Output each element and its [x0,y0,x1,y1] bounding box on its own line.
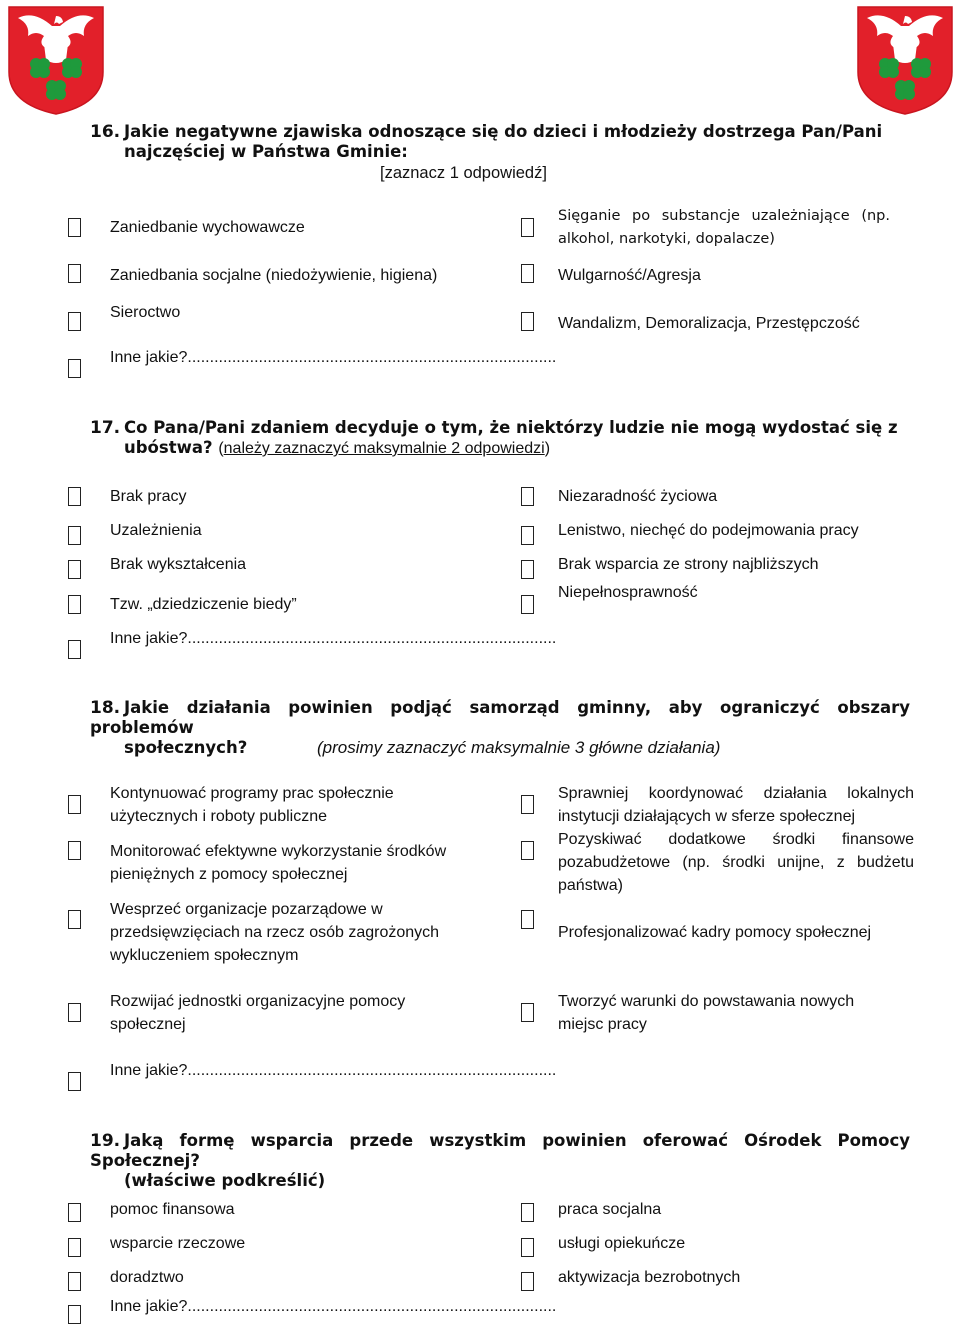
q17-checkbox-9[interactable] [68,640,81,659]
q16-title-line1: Jakie negatywne zjawiska odnoszące się do dzieci i młodzieży dostrzega Pan/Pani [124,122,883,141]
q18-checkbox-9[interactable] [68,1072,81,1091]
q16-option-1: Zaniedbanie wychowawcze [110,219,305,236]
q16-checkbox-2[interactable] [521,218,534,237]
q19-option-7: Inne jakie?................................................................................... [110,1298,557,1315]
q16-number: 16. [90,122,121,142]
q18-checkbox-6[interactable] [521,910,534,929]
q17-title-line1: Co Pana/Pani zdaniem decyduje o tym, że niektórzy ludzie nie mogą wydostać się z [124,418,898,437]
q17-option-7: Tzw. „dziedziczenie biedy” [110,596,297,613]
q18-option-2: Sprawniej koordynować działania lokalnych instytucji działających w sferze społecznej [558,785,914,825]
q19-option-6: aktywizacja bezrobotnych [558,1269,741,1286]
q19-option-5: doradztwo [110,1269,184,1286]
q18-checkbox-7[interactable] [68,1003,81,1022]
q19-checkbox-4[interactable] [521,1238,534,1257]
q16-option-2: Sięganie po substancje uzależniające (np. alkohol, narkotyki, dopalacze) [558,208,890,247]
q18-checkbox-1[interactable] [68,795,81,814]
q19-title-line1: Jaką formę wsparcia przede wszystkim powinien oferować Ośrodek Pomocy Społecznej? [90,1131,910,1170]
q16-option-7: Inne jakie?................................................................................... [110,349,557,366]
q19-option-2: praca socjalna [558,1201,662,1218]
q17-checkbox-3[interactable] [68,526,81,545]
q17-option-5: Brak wykształcenia [110,556,247,573]
q17-checkbox-8[interactable] [521,595,534,614]
q18-title-line2: społecznych? [124,738,248,757]
q16-option-4: Wulgarność/Agresja [558,267,701,284]
q17-option-3: Uzależnienia [110,522,202,539]
q16-checkbox-4[interactable] [521,264,534,283]
q18-number: 18. [90,698,121,718]
q19-option-1: pomoc finansowa [110,1201,235,1218]
q16-checkbox-3[interactable] [68,264,81,283]
q17-option-2: Niezaradność życiowa [558,488,718,505]
q16-checkbox-6[interactable] [521,312,534,331]
q16-option-3: Zaniedbania socjalne (niedożywienie, higiena) [110,267,438,284]
q17-option-1: Brak pracy [110,488,187,505]
q17-checkbox-5[interactable] [68,560,81,579]
q17-note-close: ) [544,440,551,457]
q16-checkbox-1[interactable] [68,218,81,237]
q19-checkbox-2[interactable] [521,1203,534,1222]
q18-option-9: Inne jakie?................................................................................... [110,1062,557,1079]
q17-checkbox-1[interactable] [68,487,81,506]
q18-option-3: Monitorować efektywne wykorzystanie środków pieniężnych z pomocy społecznej [110,843,447,883]
q18-option-7: Rozwijać jednostki organizacyjne pomocy społecznej [110,993,406,1033]
q19-title [90,1131,910,1191]
q17-note: należy zaznaczyć maksymalnie 2 odpowiedzi [223,440,545,457]
q18-title-line1: Jakie działania powinien podjąć samorząd gminny, aby ograniczyć obszary problemów [90,698,910,737]
q18-checkbox-8[interactable] [521,1003,534,1022]
q17-checkbox-4[interactable] [521,526,534,545]
q18-option-5: Wesprzeć organizacje pozarządowe w przedsięwzięciach na rzecz osób zagrożonych wykluczeniem społecznym [110,901,440,964]
q18-option-4: Pozyskiwać dodatkowe środki finansowe pozabudżetowe (np. środki unijne, z budżetu państwa) [558,831,914,894]
q16-option-5: Sieroctwo [110,304,181,321]
q19-checkbox-3[interactable] [68,1238,81,1257]
q19-number: 19. [90,1131,121,1151]
q19-checkbox-5[interactable] [68,1272,81,1291]
q16-note: [zaznacz 1 odpowiedź] [380,164,547,182]
q16-checkbox-5[interactable] [68,312,81,331]
q18-checkbox-4[interactable] [521,841,534,860]
q18-option-8: Tworzyć warunki do powstawania nowych miejsc pracy [558,993,855,1033]
q17-checkbox-6[interactable] [521,560,534,579]
q18-checkbox-2[interactable] [521,795,534,814]
q18-note: (prosimy zaznaczyć maksymalnie 3 główne działania) [317,738,721,757]
q18-option-1: Kontynuować programy prac społecznie użytecznych i roboty publiczne [110,785,394,825]
q17-title-line2: ubóstwa? [124,438,213,457]
q16-option-6: Wandalizm, Demoralizacja, Przestępczość [558,315,860,332]
q17-option-9: Inne jakie?................................................................................... [110,630,557,647]
q17-checkbox-7[interactable] [68,595,81,614]
q16-checkbox-7[interactable] [68,359,81,378]
q18-checkbox-3[interactable] [68,841,81,860]
q17-option-6: Brak wsparcia ze strony najbliższych [558,556,819,573]
q19-checkbox-6[interactable] [521,1272,534,1291]
q17-note-open: ( [218,440,224,457]
q19-checkbox-1[interactable] [68,1203,81,1222]
q17-number: 17. [90,418,121,438]
q19-option-4: usługi opiekuńcze [558,1235,686,1252]
q19-checkbox-7[interactable] [68,1305,81,1324]
q19-title-line2: (właściwe podkreślić) [124,1171,326,1190]
q17-option-4: Lenistwo, niechęć do podejmowania pracy [558,522,859,539]
q19-option-3: wsparcie rzeczowe [110,1235,246,1252]
crest-emblem-icon [855,4,955,116]
crest-emblem-icon [6,4,106,116]
q16-title-line2: najczęściej w Państwa Gminie: [124,142,408,161]
q18-checkbox-5[interactable] [68,910,81,929]
q16-title [90,122,910,162]
q17-title [90,418,910,459]
q17-checkbox-2[interactable] [521,487,534,506]
q18-option-6: Profesjonalizować kadry pomocy społecznej [558,924,872,941]
q17-option-8: Niepełnosprawność [558,584,698,601]
